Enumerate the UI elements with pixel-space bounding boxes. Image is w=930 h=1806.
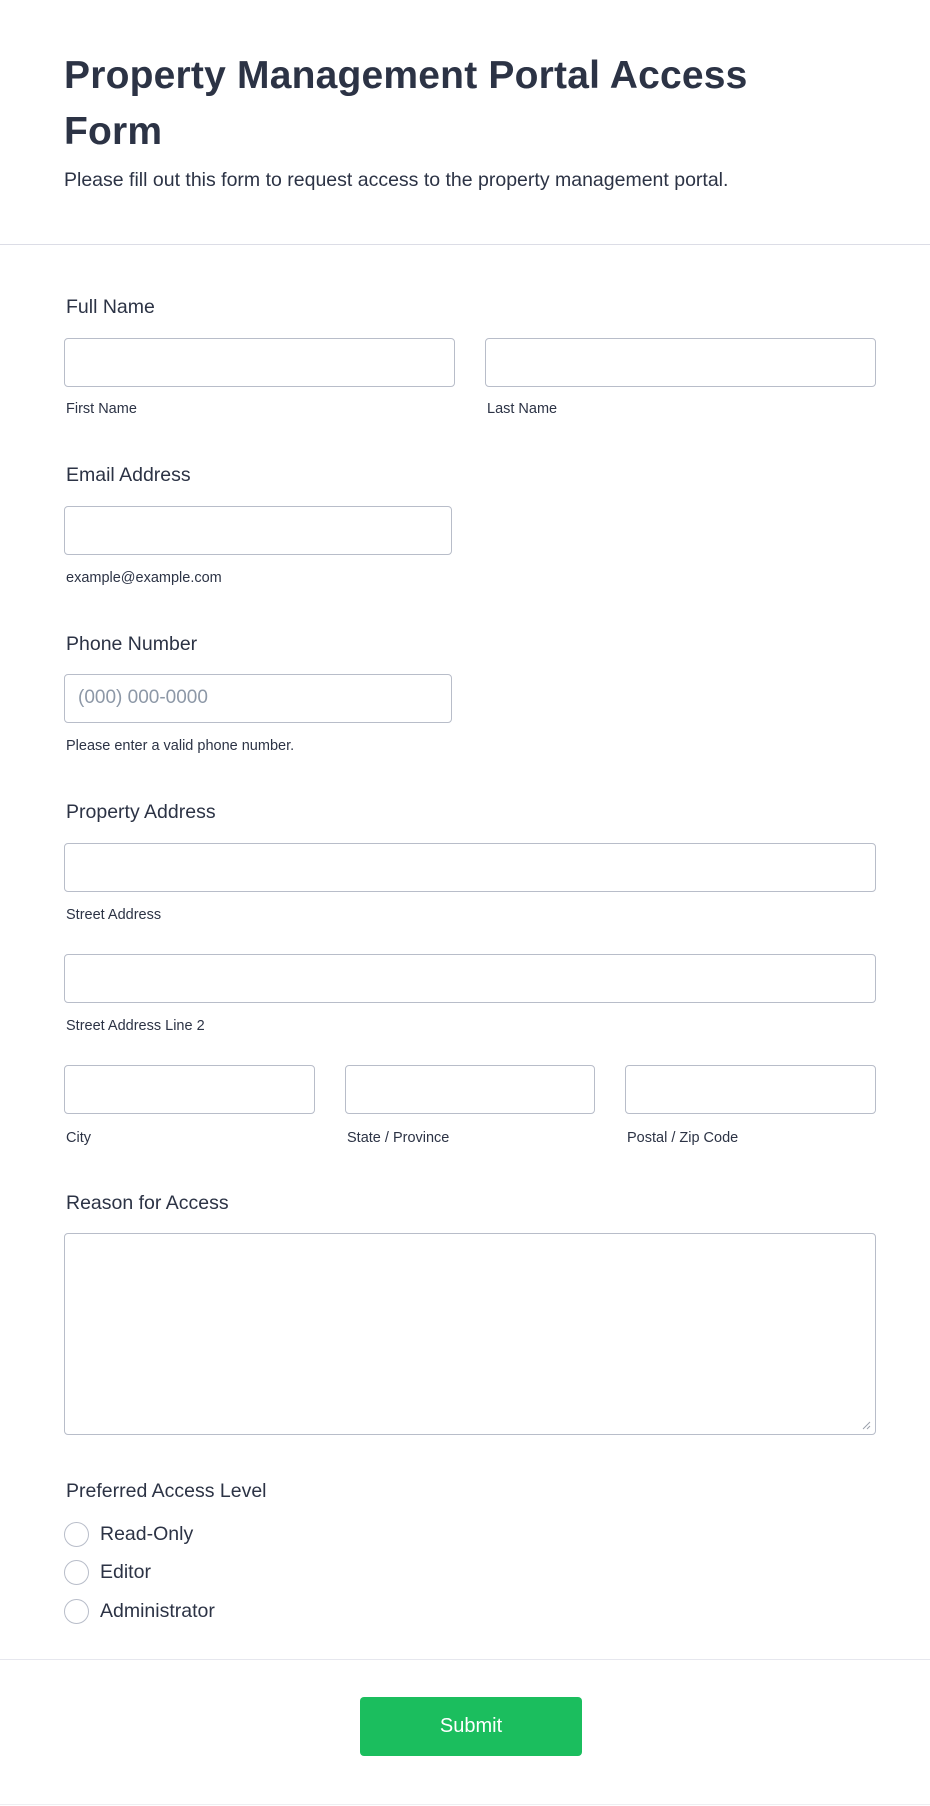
street-address-line2-input[interactable] [64,954,876,1003]
street-address-line2-sublabel: Street Address Line 2 [66,1018,205,1034]
state-input[interactable] [345,1065,595,1114]
first-name-input[interactable] [64,338,455,387]
radio-label: Editor [100,1561,151,1583]
street-address-sublabel: Street Address [66,907,162,923]
submit-button[interactable]: Submit [360,1697,582,1756]
footer-divider [0,1659,930,1660]
radio-option-administrator[interactable] [64,1599,215,1624]
form-header [0,0,930,245]
email-input[interactable] [64,506,452,555]
radio-option-read-only[interactable] [64,1522,193,1547]
access-level-label: Preferred Access Level [66,1480,267,1502]
resize-handle-icon[interactable] [862,1421,871,1430]
last-name-input[interactable] [485,338,876,387]
reason-textarea[interactable] [64,1233,876,1435]
city-input[interactable] [64,1065,315,1114]
address-label: Property Address [66,801,216,823]
radio-circle-icon[interactable] [64,1522,89,1547]
last-name-sublabel: Last Name [487,401,558,417]
bottom-divider [0,1804,930,1805]
radio-label: Administrator [100,1600,215,1622]
email-label: Email Address [66,464,191,486]
radio-option-editor[interactable] [64,1560,151,1585]
zip-sublabel: Postal / Zip Code [627,1130,739,1146]
phone-label: Phone Number [66,633,198,655]
email-sublabel: example@example.com [66,570,222,586]
full-name-label: Full Name [66,296,155,318]
reason-label: Reason for Access [66,1192,229,1214]
radio-label: Read-Only [100,1523,194,1545]
phone-input[interactable] [64,674,452,723]
first-name-sublabel: First Name [66,401,137,417]
zip-input[interactable] [625,1065,876,1114]
radio-circle-icon[interactable] [64,1599,89,1624]
radio-circle-icon[interactable] [64,1560,89,1585]
state-sublabel: State / Province [347,1130,450,1146]
street-address-input[interactable] [64,843,876,892]
city-sublabel: City [66,1130,91,1146]
page-title: Property Management Portal Access Form [64,54,748,153]
page-subtitle: Please fill out this form to request access to the property management portal. [64,169,729,191]
phone-placeholder: (000) 000-0000 [78,687,208,708]
phone-sublabel: Please enter a valid phone number. [66,738,295,754]
